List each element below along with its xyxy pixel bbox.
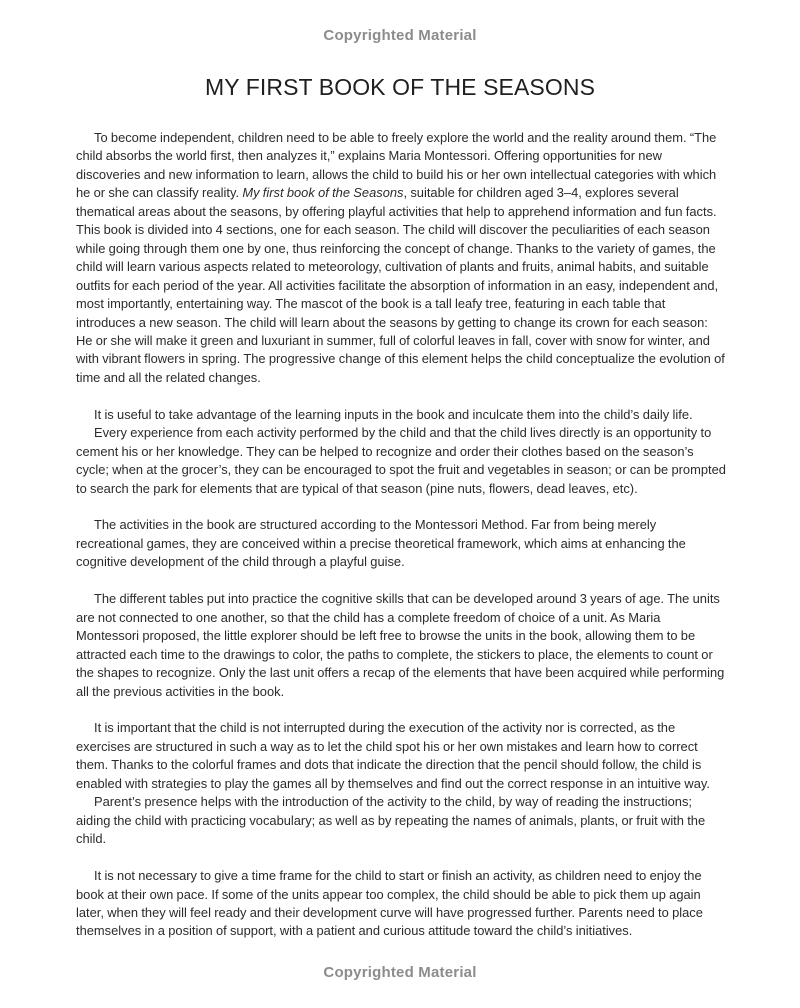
- paragraph-intro: [76, 129, 726, 387]
- body-text: [76, 129, 726, 959]
- paragraph-intro-before: To become independent, children need to be able to freely explore the world and the reality around them. “The child absorbs the world first, then analyzes it,” explains Maria Montessori. Offering opportunities for new discoveries and new information to learn, allows the child to build his or her own intellectual categories with which he or she can classify reality.: [76, 130, 717, 201]
- copyright-watermark-bottom: Copyrighted Material: [323, 964, 477, 981]
- paragraph-daily-life: It is useful to take advantage of the learning inputs in the book and inculcate them into the child’s daily life.: [94, 406, 693, 422]
- book-title-emphasis: My first book of the Seasons: [242, 185, 404, 201]
- paragraph-time-frame: It is not necessary to give a time frame for the child to start or finish an activity, as children need to enjoy the book at their own pace. If some of the units appear too complex, the child should be able to pick them up again later, when they will feel ready and their development curve will have progressed further. Parents need to place themselves in a position of support, with a patient and curious attitude toward the child’s initiatives.: [76, 868, 703, 939]
- paragraph-not-interrupted: It is important that the child is not interrupted during the execution of the activity nor is corrected, as the exercises are structured in such a way as to let the child spot his or her own mistakes and learn how to correct them. Thanks to the colorful frames and dots that indicate the direction that the pencil should follow, the child is enabled with strategies to play the games all by themselves and find out the correct response in an intuitive way.: [76, 720, 710, 791]
- paragraph-cognitive-skills: The different tables put into practice the cognitive skills that can be developed around 3 years of age. The units are not connected to one another, so that the child has a complete freedom of choice of a unit. As Maria Montessori proposed, the little explorer should be left free to browse the units in the book, allowing them to be attracted each time to the drawings to color, the paths to complete, the stickers to place, the elements to count or the shapes to recognize. Only the last unit offers a recap of the elements that have been acquired while performing all the previous activities in the book.: [76, 591, 725, 699]
- copyright-watermark-top: Copyrighted Material: [323, 27, 477, 44]
- page-title: MY FIRST BOOK OF THE SEASONS: [204, 74, 596, 100]
- paragraph-experience: Every experience from each activity performed by the child and that the child lives directly is an opportunity to cement his or her knowledge. They can be helped to recognize and order their clothes based on the season’s cycle; when at the grocer’s, they can be encouraged to spot the fruit and vegetables in season; or can be prompted to search the park for elements that are typical of that season (pine nuts, flowers, dead leaves, etc).: [76, 425, 726, 496]
- paragraph-intro-after: , suitable for children aged 3–4, explores several thematical areas about the seasons, by offering playful activities that help to apprehend information and fun facts. This book is divided into 4 sections, one for each season. The child will discover the peculiarities of each season while going through them one by one, thus reinforcing the concept of change. Thanks to the variety of games, the child will learn various aspects related to meteorology, cultivation of plants and fruits, animal habits, and suitable outfits for each period of the year. All activities facilitate the absorption of information in an easy, independent and, most importantly, entertaining way. The mascot of the book is a tall leafy tree, featuring in each table that introduces a new season. The child will learn about the seasons by getting to change its crown for each season: He or she will make it green and luxuriant in summer, full of colorful leaves in fall, cover with snow for winter, and with vibrant flowers in spring. The progressive change of this element helps the child conceptualize the evolution of time and all the related changes.: [76, 185, 725, 385]
- paragraph-parent-presence: Parent’s presence helps with the introduction of the activity to the child, by way of reading the instructions; aiding the child with practicing vocabulary; as well as by repeating the names of animals, plants, or fruit with the child.: [76, 794, 706, 847]
- paragraph-montessori-method: The activities in the book are structured according to the Montessori Method. Far from being merely recreational games, they are conceived within a precise theoretical framework, which aims at enhancing the cognitive development of the child through a playful guise.: [76, 517, 686, 570]
